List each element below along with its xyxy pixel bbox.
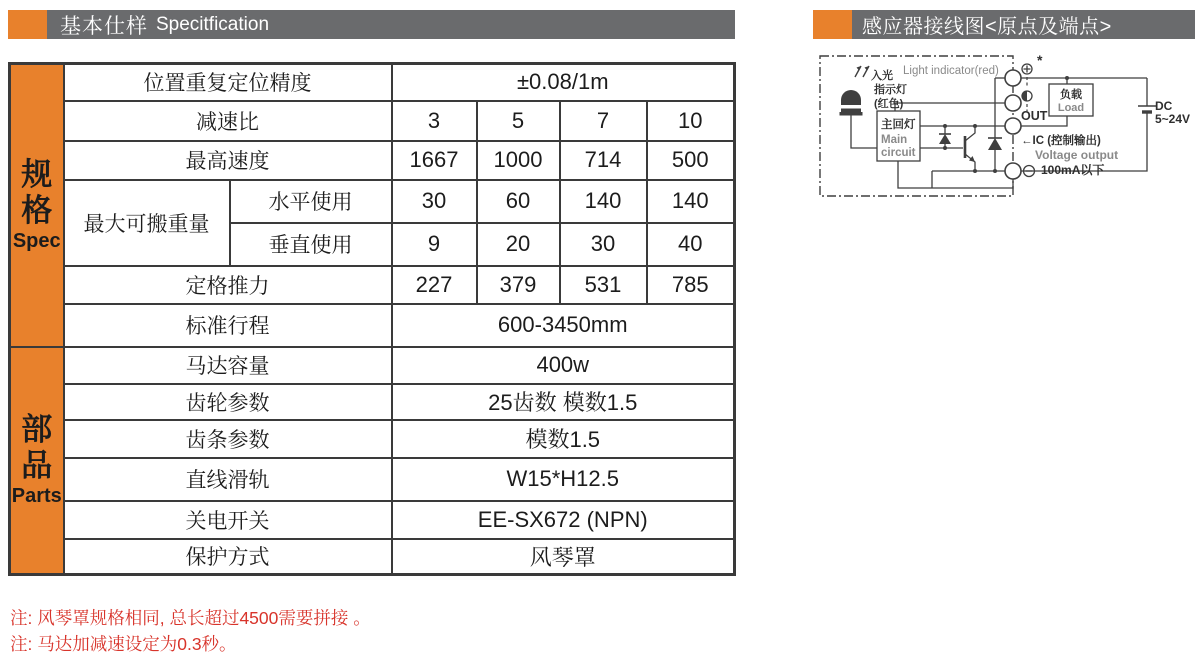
row-value: 模数1.5 [392, 420, 735, 458]
main-circuit-en1: Main [881, 134, 908, 146]
footnote-2: 注: 马达加减速设定为0.3秒。 [10, 634, 237, 654]
row-value: 10 [647, 101, 735, 141]
terminal-circles [1005, 70, 1021, 179]
row-group-label: 最大可搬重量 [64, 180, 230, 266]
led-label-1: 入光 [871, 70, 893, 82]
sidebar-parts-zh: 部品 [21, 412, 53, 483]
row-value: 3 [392, 101, 477, 141]
dc-label: DC [1155, 99, 1173, 113]
left-header-title-en: Specitfication [156, 13, 270, 35]
sidebar-parts [10, 347, 64, 575]
row-value: 7 [560, 101, 647, 141]
row-value: 1000 [477, 141, 560, 180]
row-label: 关电开关 [64, 501, 392, 539]
light-indicator-label: Light indicator(red) [903, 65, 999, 77]
row-value: 1667 [392, 141, 477, 180]
load-label-en: Load [1057, 102, 1085, 114]
ic-output-label: ←IC (控制输出) [1021, 135, 1101, 147]
battery-icon [1138, 106, 1156, 112]
row-value: 379 [477, 266, 560, 304]
sensor-wiring-diagram [815, 48, 1200, 210]
row-label: 直线滑轨 [64, 458, 392, 501]
left-header-title-zh: 基本仕样 [60, 14, 148, 38]
out-label: OUT [1021, 109, 1048, 123]
led-indicator-icon [840, 66, 870, 116]
led-label-2: 指示灯 [874, 84, 907, 96]
main-circuit-zh: 主回灯 [881, 119, 916, 131]
row-label: 保护方式 [64, 539, 392, 575]
row-value: 20 [477, 223, 560, 266]
row-value: 40 [647, 223, 735, 266]
current-limit-label: 100mA以下 [1041, 163, 1105, 177]
asterisk-marker: * [1037, 52, 1043, 68]
row-label: 垂直使用 [230, 223, 392, 266]
row-label: 位置重复定位精度 [64, 64, 392, 101]
voltage-output-label: Voltage output [1035, 148, 1119, 162]
row-value: 785 [647, 266, 735, 304]
sidebar-spec-en: Spec [12, 230, 61, 253]
load-label-zh: 负载 [1060, 89, 1082, 101]
row-value: 227 [392, 266, 477, 304]
row-value: 400w [392, 347, 735, 384]
row-value: W15*H12.5 [392, 458, 735, 501]
row-label: 最高速度 [64, 141, 392, 180]
row-value: 30 [392, 180, 477, 223]
row-value: 500 [647, 141, 735, 180]
footnotes [10, 605, 371, 657]
right-header-accent [813, 10, 852, 39]
sidebar-spec-zh: 规格 [21, 157, 53, 228]
footnote-1: 注: 风琴罩规格相同, 总长超过4500需要拼接 。 [10, 608, 371, 628]
row-label: 减速比 [64, 101, 392, 141]
row-value: ±0.08/1m [392, 64, 735, 101]
row-label: 定格推力 [64, 266, 392, 304]
row-value: 9 [392, 223, 477, 266]
row-label: 标准行程 [64, 304, 392, 347]
row-value: 5 [477, 101, 560, 141]
left-header-accent [8, 10, 47, 39]
led-label-3: (红色) [874, 98, 904, 110]
sidebar-parts-en: Parts [11, 485, 62, 508]
lamp-terminal-icon [1022, 91, 1032, 101]
sidebar-spec [10, 64, 64, 347]
row-value: 140 [560, 180, 647, 223]
row-label: 齿条参数 [64, 420, 392, 458]
left-header-bar [47, 10, 735, 39]
row-value: 风琴罩 [392, 539, 735, 575]
row-value: 30 [560, 223, 647, 266]
plus-terminal-icon [1022, 64, 1032, 74]
row-value: 60 [477, 180, 560, 223]
right-header-bar [852, 10, 1195, 39]
main-circuit-en2: circuit [881, 147, 916, 159]
row-value: 531 [560, 266, 647, 304]
right-header-title: 感应器接线图<原点及端点> [862, 16, 1112, 38]
row-label: 齿轮参数 [64, 384, 392, 420]
dc-voltage-label: 5~24V [1155, 112, 1191, 126]
row-value: 140 [647, 180, 735, 223]
spec-table [8, 62, 736, 576]
row-value: EE-SX672 (NPN) [392, 501, 735, 539]
row-label: 马达容量 [64, 347, 392, 384]
row-label: 水平使用 [230, 180, 392, 223]
row-value: 714 [560, 141, 647, 180]
row-value: 600-3450mm [392, 304, 735, 347]
row-value: 25齿数 模数1.5 [392, 384, 735, 420]
